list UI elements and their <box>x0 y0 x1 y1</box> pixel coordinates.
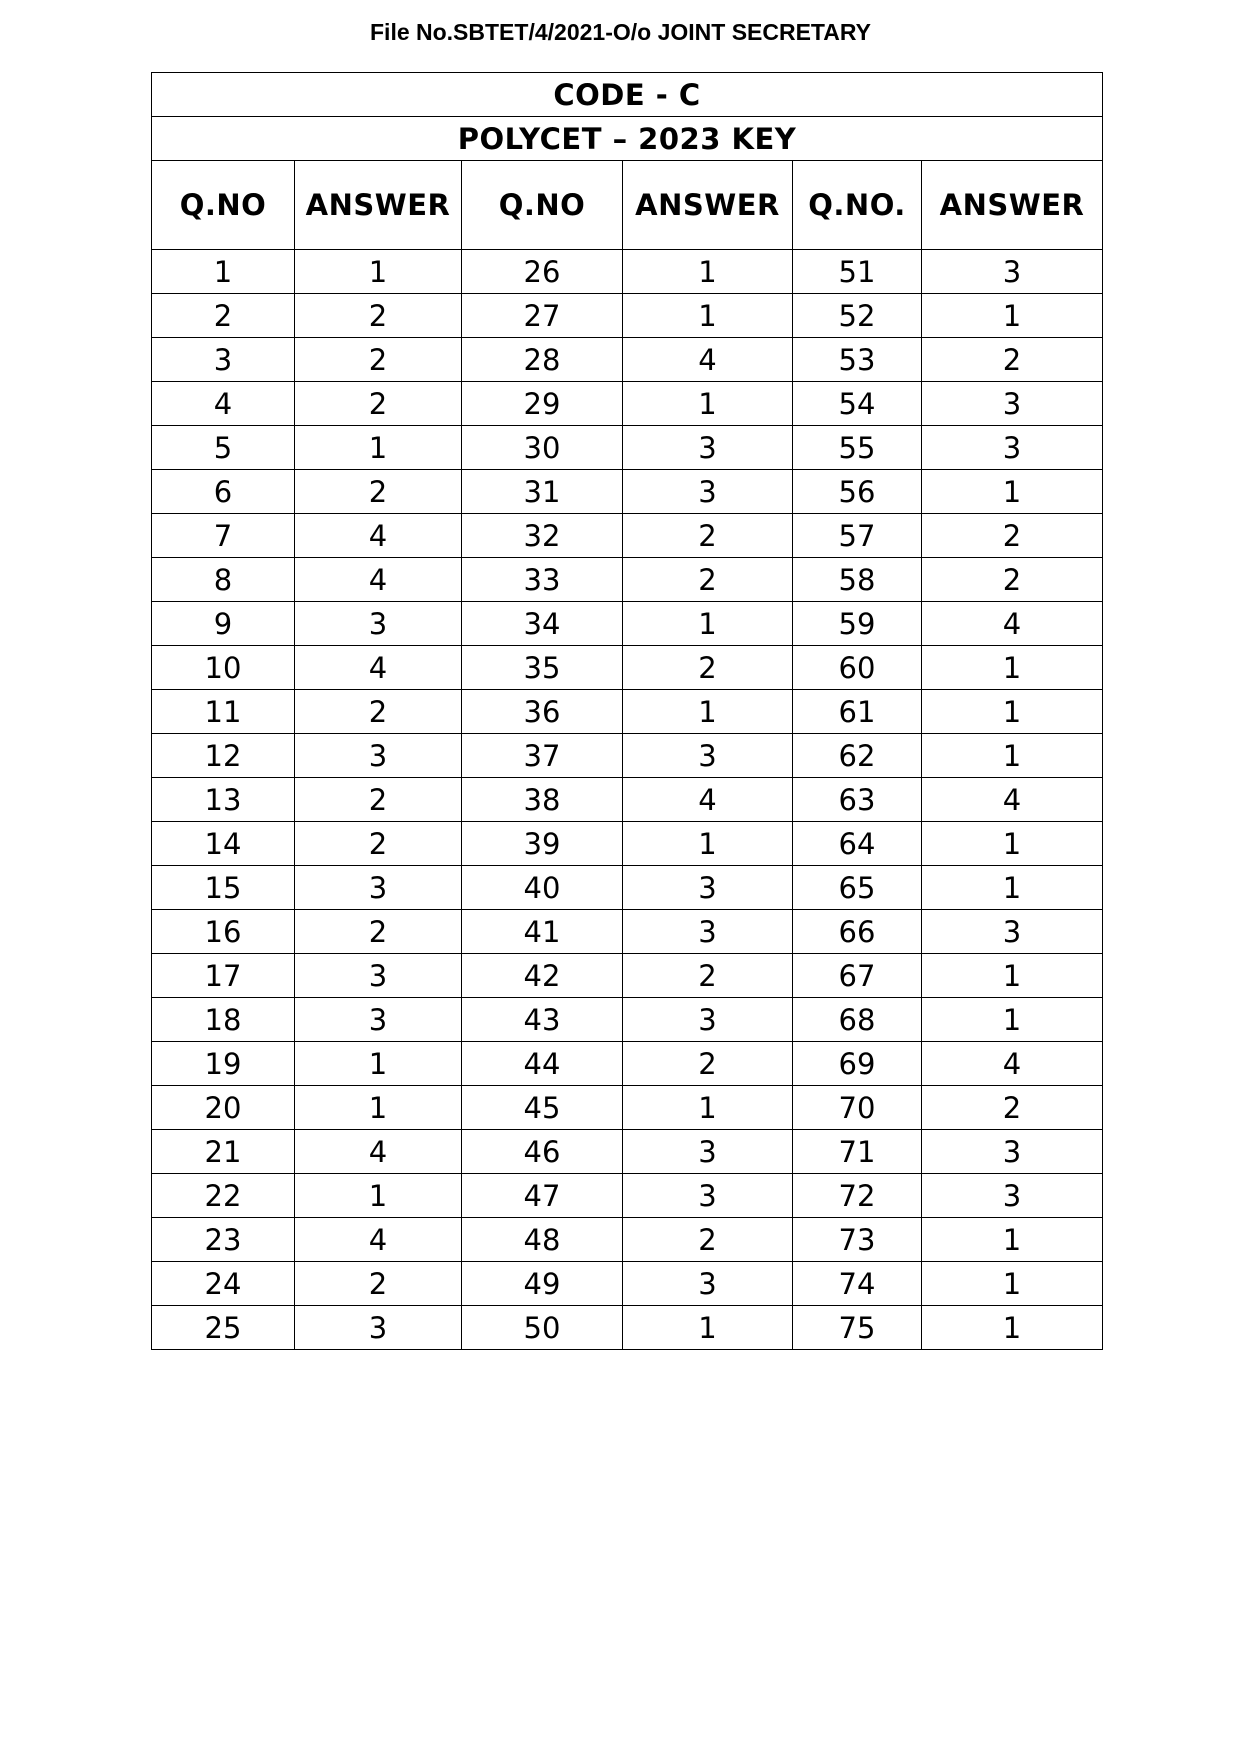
question-number-cell: 59 <box>793 602 922 646</box>
question-number-cell: 11 <box>152 690 295 734</box>
question-number-cell: 27 <box>462 294 623 338</box>
answer-cell: 2 <box>623 1042 793 1086</box>
answer-cell: 3 <box>922 426 1103 470</box>
answer-cell: 1 <box>623 1306 793 1350</box>
file-number-header: File No.SBTET/4/2021-O/o JOINT SECRETARY <box>370 19 871 45</box>
table-row <box>152 910 1103 954</box>
answer-cell: 1 <box>623 822 793 866</box>
answer-cell: 3 <box>623 470 793 514</box>
question-number-cell: 66 <box>793 910 922 954</box>
answer-key-table <box>151 72 1103 1350</box>
answer-cell: 2 <box>922 558 1103 602</box>
column-header-qno: Q.NO. <box>793 161 922 250</box>
question-number-cell: 58 <box>793 558 922 602</box>
table-row <box>152 734 1103 778</box>
answer-cell: 4 <box>922 1042 1103 1086</box>
question-number-cell: 14 <box>152 822 295 866</box>
question-number-cell: 60 <box>793 646 922 690</box>
answer-cell: 3 <box>922 1174 1103 1218</box>
question-number-cell: 9 <box>152 602 295 646</box>
question-number-cell: 42 <box>462 954 623 998</box>
answer-cell: 3 <box>922 1130 1103 1174</box>
question-number-cell: 32 <box>462 514 623 558</box>
question-number-cell: 6 <box>152 470 295 514</box>
table-row <box>152 426 1103 470</box>
question-number-cell: 75 <box>793 1306 922 1350</box>
answer-cell: 2 <box>922 514 1103 558</box>
question-number-cell: 62 <box>793 734 922 778</box>
table-row <box>152 514 1103 558</box>
answer-cell: 2 <box>623 558 793 602</box>
question-number-cell: 21 <box>152 1130 295 1174</box>
question-number-cell: 74 <box>793 1262 922 1306</box>
column-header-qno: Q.NO <box>152 161 295 250</box>
question-number-cell: 5 <box>152 426 295 470</box>
answer-cell: 1 <box>295 1042 462 1086</box>
question-number-cell: 25 <box>152 1306 295 1350</box>
question-number-cell: 28 <box>462 338 623 382</box>
answer-cell: 1 <box>623 250 793 294</box>
answer-cell: 2 <box>623 1218 793 1262</box>
question-number-cell: 4 <box>152 382 295 426</box>
column-header-row <box>152 161 1103 250</box>
answer-cell: 2 <box>295 382 462 426</box>
question-number-cell: 35 <box>462 646 623 690</box>
question-number-cell: 13 <box>152 778 295 822</box>
table-row <box>152 382 1103 426</box>
answer-cell: 1 <box>295 426 462 470</box>
answer-cell: 3 <box>623 910 793 954</box>
question-number-cell: 3 <box>152 338 295 382</box>
table-row <box>152 250 1103 294</box>
answer-cell: 1 <box>922 1262 1103 1306</box>
question-number-cell: 46 <box>462 1130 623 1174</box>
question-number-cell: 57 <box>793 514 922 558</box>
answer-cell: 2 <box>623 646 793 690</box>
question-number-cell: 55 <box>793 426 922 470</box>
question-number-cell: 19 <box>152 1042 295 1086</box>
answer-cell: 4 <box>295 1130 462 1174</box>
answer-cell: 1 <box>623 382 793 426</box>
question-number-cell: 31 <box>462 470 623 514</box>
answer-cell: 4 <box>295 558 462 602</box>
question-number-cell: 50 <box>462 1306 623 1350</box>
answer-cell: 4 <box>922 602 1103 646</box>
answer-cell: 1 <box>922 954 1103 998</box>
table-row <box>152 1130 1103 1174</box>
answer-cell: 1 <box>922 866 1103 910</box>
answer-rows <box>152 250 1103 1350</box>
answer-cell: 2 <box>295 910 462 954</box>
question-number-cell: 65 <box>793 866 922 910</box>
question-number-cell: 18 <box>152 998 295 1042</box>
question-number-cell: 2 <box>152 294 295 338</box>
question-number-cell: 24 <box>152 1262 295 1306</box>
question-number-cell: 33 <box>462 558 623 602</box>
answer-cell: 1 <box>922 470 1103 514</box>
question-number-cell: 52 <box>793 294 922 338</box>
question-number-cell: 64 <box>793 822 922 866</box>
table-row <box>152 998 1103 1042</box>
question-number-cell: 36 <box>462 690 623 734</box>
answer-cell: 4 <box>295 1218 462 1262</box>
answer-cell: 2 <box>295 338 462 382</box>
question-number-cell: 73 <box>793 1218 922 1262</box>
table-row <box>152 646 1103 690</box>
answer-cell: 1 <box>922 1306 1103 1350</box>
question-number-cell: 43 <box>462 998 623 1042</box>
table-row <box>152 602 1103 646</box>
answer-cell: 3 <box>295 866 462 910</box>
table-row <box>152 1306 1103 1350</box>
question-number-cell: 69 <box>793 1042 922 1086</box>
answer-cell: 3 <box>295 734 462 778</box>
table-row <box>152 1174 1103 1218</box>
question-number-cell: 40 <box>462 866 623 910</box>
answer-cell: 3 <box>295 954 462 998</box>
question-number-cell: 54 <box>793 382 922 426</box>
question-number-cell: 53 <box>793 338 922 382</box>
answer-cell: 2 <box>623 514 793 558</box>
answer-cell: 1 <box>623 1086 793 1130</box>
question-number-cell: 41 <box>462 910 623 954</box>
table-row <box>152 1262 1103 1306</box>
key-title-row <box>152 117 1103 161</box>
answer-cell: 2 <box>922 338 1103 382</box>
code-title-row <box>152 73 1103 117</box>
question-number-cell: 68 <box>793 998 922 1042</box>
answer-cell: 2 <box>295 778 462 822</box>
answer-cell: 3 <box>295 1306 462 1350</box>
answer-cell: 4 <box>623 338 793 382</box>
answer-cell: 3 <box>295 602 462 646</box>
answer-cell: 1 <box>623 690 793 734</box>
question-number-cell: 45 <box>462 1086 623 1130</box>
question-number-cell: 8 <box>152 558 295 602</box>
question-number-cell: 38 <box>462 778 623 822</box>
question-number-cell: 22 <box>152 1174 295 1218</box>
table-row <box>152 822 1103 866</box>
answer-cell: 3 <box>922 250 1103 294</box>
answer-cell: 1 <box>922 1218 1103 1262</box>
answer-cell: 1 <box>922 294 1103 338</box>
answer-cell: 2 <box>295 690 462 734</box>
question-number-cell: 49 <box>462 1262 623 1306</box>
question-number-cell: 39 <box>462 822 623 866</box>
column-header-answer: ANSWER <box>623 161 793 250</box>
key-title: POLYCET – 2023 KEY <box>152 117 1103 161</box>
answer-cell: 3 <box>295 998 462 1042</box>
table-row <box>152 690 1103 734</box>
question-number-cell: 61 <box>793 690 922 734</box>
answer-cell: 3 <box>623 1262 793 1306</box>
answer-cell: 1 <box>922 646 1103 690</box>
answer-cell: 3 <box>922 382 1103 426</box>
answer-cell: 2 <box>295 822 462 866</box>
question-number-cell: 34 <box>462 602 623 646</box>
question-number-cell: 7 <box>152 514 295 558</box>
question-number-cell: 15 <box>152 866 295 910</box>
question-number-cell: 20 <box>152 1086 295 1130</box>
column-header-answer: ANSWER <box>922 161 1103 250</box>
answer-cell: 2 <box>295 294 462 338</box>
table-row <box>152 338 1103 382</box>
answer-cell: 3 <box>623 866 793 910</box>
answer-cell: 1 <box>922 690 1103 734</box>
question-number-cell: 70 <box>793 1086 922 1130</box>
question-number-cell: 23 <box>152 1218 295 1262</box>
table-row <box>152 558 1103 602</box>
question-number-cell: 17 <box>152 954 295 998</box>
answer-cell: 2 <box>623 954 793 998</box>
answer-cell: 1 <box>295 250 462 294</box>
question-number-cell: 10 <box>152 646 295 690</box>
answer-cell: 4 <box>295 646 462 690</box>
question-number-cell: 63 <box>793 778 922 822</box>
answer-cell: 4 <box>295 514 462 558</box>
table-row <box>152 954 1103 998</box>
table-row <box>152 1218 1103 1262</box>
question-number-cell: 67 <box>793 954 922 998</box>
answer-cell: 1 <box>623 602 793 646</box>
answer-cell: 1 <box>922 998 1103 1042</box>
question-number-cell: 48 <box>462 1218 623 1262</box>
table-row <box>152 866 1103 910</box>
question-number-cell: 71 <box>793 1130 922 1174</box>
answer-cell: 1 <box>623 294 793 338</box>
question-number-cell: 26 <box>462 250 623 294</box>
question-number-cell: 16 <box>152 910 295 954</box>
code-title: CODE - C <box>152 73 1103 117</box>
answer-cell: 3 <box>623 1174 793 1218</box>
question-number-cell: 72 <box>793 1174 922 1218</box>
answer-cell: 3 <box>623 1130 793 1174</box>
answer-cell: 1 <box>922 734 1103 778</box>
answer-cell: 4 <box>922 778 1103 822</box>
column-header-qno: Q.NO <box>462 161 623 250</box>
table-row <box>152 470 1103 514</box>
answer-cell: 2 <box>295 1262 462 1306</box>
question-number-cell: 12 <box>152 734 295 778</box>
table-row <box>152 1086 1103 1130</box>
answer-cell: 1 <box>295 1086 462 1130</box>
answer-cell: 4 <box>623 778 793 822</box>
answer-cell: 1 <box>922 822 1103 866</box>
answer-cell: 3 <box>922 910 1103 954</box>
answer-cell: 3 <box>623 426 793 470</box>
table-row <box>152 778 1103 822</box>
answer-cell: 3 <box>623 998 793 1042</box>
answer-cell: 1 <box>295 1174 462 1218</box>
question-number-cell: 47 <box>462 1174 623 1218</box>
question-number-cell: 56 <box>793 470 922 514</box>
question-number-cell: 1 <box>152 250 295 294</box>
column-header-answer: ANSWER <box>295 161 462 250</box>
answer-cell: 2 <box>922 1086 1103 1130</box>
question-number-cell: 37 <box>462 734 623 778</box>
answer-cell: 2 <box>295 470 462 514</box>
question-number-cell: 30 <box>462 426 623 470</box>
answer-cell: 3 <box>623 734 793 778</box>
table-row <box>152 1042 1103 1086</box>
table-row <box>152 294 1103 338</box>
question-number-cell: 51 <box>793 250 922 294</box>
question-number-cell: 29 <box>462 382 623 426</box>
question-number-cell: 44 <box>462 1042 623 1086</box>
